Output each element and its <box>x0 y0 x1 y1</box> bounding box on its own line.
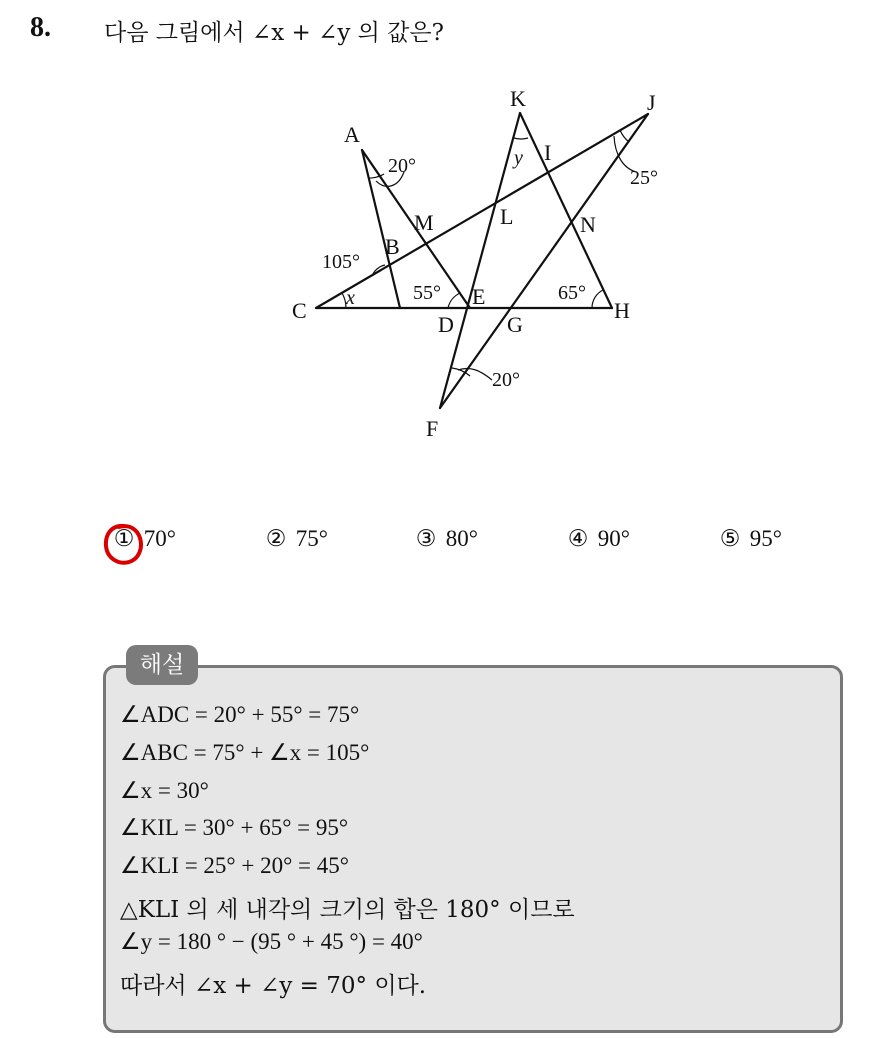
question-number: 8. <box>30 12 51 43</box>
angle-label-d55: 55° <box>413 282 441 304</box>
label-E: E <box>472 284 486 309</box>
geometry-figure <box>0 0 884 480</box>
label-F: F <box>426 416 439 441</box>
choice-3[interactable] <box>412 526 478 552</box>
choice-2[interactable] <box>262 526 328 552</box>
label-A: A <box>344 122 360 147</box>
solution-line-1: ∠ADC = 20° + 55° = 75° <box>120 702 360 727</box>
choice-5[interactable] <box>716 526 782 552</box>
label-N: N <box>580 212 596 237</box>
angle-label-j25: 25° <box>630 167 658 189</box>
line-KF <box>440 113 520 408</box>
choice-4[interactable] <box>564 526 630 552</box>
solution-line-6: △KLI 의 세 내각의 크기의 합은 180° 이므로 <box>120 896 575 923</box>
choice-5-value: 95° <box>749 526 782 551</box>
choice-3-mark: ③ <box>415 526 437 551</box>
angle-label-h65: 65° <box>558 282 586 304</box>
arc-y <box>514 138 528 139</box>
solution-line-2: ∠ABC = 75° + ∠x = 105° <box>120 739 370 765</box>
selected-answer-circle <box>102 520 146 570</box>
label-G: G <box>507 312 523 337</box>
choice-4-mark: ④ <box>567 526 589 551</box>
label-H: H <box>614 298 630 323</box>
arc-j25 <box>620 130 629 142</box>
arc-h65 <box>592 290 603 308</box>
angle-label-y: y <box>514 147 523 169</box>
question-text: 다음 그림에서 ∠x + ∠y 의 값은? <box>104 20 444 46</box>
angle-label-x: x <box>346 287 355 309</box>
solution-line-4: ∠KIL = 30° + 65° = 95° <box>120 815 349 841</box>
choice-4-value: 90° <box>597 526 630 551</box>
choice-2-mark: ② <box>265 526 287 551</box>
solution-line-7: ∠y = 180 ° − (95 ° + 45 °) = 40° <box>120 928 423 954</box>
solution-tag: 해설 <box>126 645 198 685</box>
label-J: J <box>647 90 656 115</box>
label-M: M <box>414 210 434 235</box>
choice-2-value: 75° <box>295 526 328 551</box>
angle-label-a20: 20° <box>388 155 416 177</box>
label-D: D <box>438 312 454 337</box>
solution-line-3: ∠x = 30° <box>120 777 209 803</box>
solution-line-8: 따라서 ∠x + ∠y = 70° 이다. <box>120 972 427 999</box>
angle-label-f20: 20° <box>492 369 520 391</box>
choice-1-value: 70° <box>143 526 176 551</box>
solution-line-5: ∠KLI = 25° + 20° = 45° <box>120 853 349 879</box>
angle-label-b105: 105° <box>322 251 360 273</box>
choice-1-mark: ① <box>113 526 135 551</box>
choice-5-mark: ⑤ <box>719 526 741 551</box>
label-B: B <box>385 234 400 259</box>
label-L: L <box>500 204 514 229</box>
label-I: I <box>544 140 552 165</box>
solution-lines <box>120 702 575 1004</box>
label-C: C <box>292 298 307 323</box>
arc-d55 <box>448 293 460 308</box>
choice-3-value: 80° <box>445 526 478 551</box>
label-K: K <box>510 86 526 111</box>
